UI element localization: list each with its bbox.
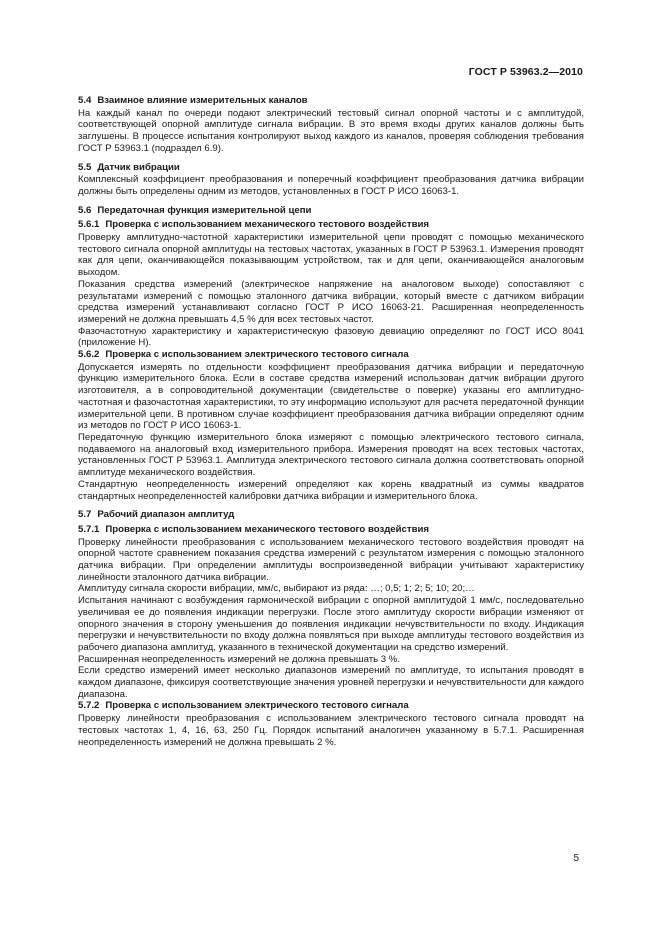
paragraph: На каждый канал по очереди подают электрический тестовый сигнал опорной частоты и с амплитудой, соответствующей опорной амплитуде сигнала вибрации. В это время входы других каналов должны быть заглушены. В процессе испытания контролируют выход каждого из каналов, проверяя соблюдения требования ГОСТ Р 53963.1 (подраздел 6.9). [78, 107, 584, 154]
section-title: Проверка с использованием механического тестового воздействия [105, 523, 429, 535]
paragraph: Проверку линейности преобразования с использованием механического тестового воздействия проводят на опорной частоте сравнением показания средства измерений с результатом измерения с помощью эталонного датчика вибрации. При определении амплитуды воспроизведенной вибрации учитывают характеристику линейности эталонного датчика вибрации. [78, 536, 584, 583]
paragraph: Проверку линейности преобразования с использованием электрического тестового сигнала проводят на тестовых частотах 1, 4, 16, 63, 250 Гц. Порядок испытаний аналогичен указанному в 5.7.1. Расширенная неопределенность измерений не должна превышать 2 %. [78, 713, 584, 748]
page-number: 5 [573, 853, 579, 864]
section-heading-5-5 [78, 162, 584, 174]
section-title: Взаимное влияние измерительных каналов [97, 95, 308, 106]
section-heading-5-7 [78, 509, 584, 521]
paragraph: Стандартную неопределенность измерений определяют как корень квадратный из суммы квадратов стандартных неопределенностей калибровки датчика вибрации и измерительного блока. [78, 478, 584, 502]
section-heading-5-6-1 [78, 219, 584, 231]
section-number: 5.6 [78, 204, 92, 216]
paragraph: Проверку амплитудно-частотной характеристики измерительной цепи проводят с помощью механического тестового сигнала опорной амплитуды на тестовых частотах, указанных в ГОСТ Р 53963.1. Измерения проводят как для цепи, оканчивающейся показывающим устройством, так и для цепи, оканчивающейся аналоговым выходом. [78, 232, 584, 279]
section-heading-5-4 [78, 95, 584, 107]
paragraph: Допускается измерять по отдельности коэффициент преобразования датчика вибрации и передаточную функцию измерительного блока. Если в составе средства измерений использован датчик вибрации другого изготовителя, а в сопроводительной документации (свидетельстве о поверке) указаны его амплитудно-частотная и фазочастотная характеристики, то эту информацию используют для расчета передаточной функции измерительной цепи. В противном случае коэффициент преобразования датчика вибрации определяют одним из методов по ГОСТ Р ИСО 16063-1. [78, 361, 584, 432]
section-title: Передаточная функция измерительной цепи [97, 204, 312, 216]
section-heading-5-7-1 [78, 524, 584, 536]
section-number: 5.5 [78, 161, 92, 173]
section-title: Рабочий диапазон амплитуд [97, 509, 235, 521]
paragraph: Расширенная неопределенность измерений не должна превышать 3 %. [78, 653, 401, 665]
section-number: 5.4 [78, 95, 92, 106]
section-title: Датчик вибрации [97, 161, 180, 173]
document-code-header: ГОСТ Р 53963.2—2010 [468, 66, 583, 78]
paragraph: Передаточную функцию измерительного блока измеряют с помощью электрического тестового сигнала, подаваемого на аналоговый вход измерительного прибора. Измерения проводят на всех тестовых частотах, установленных ГОСТ Р 53963.1. Амплитуда электрического тестового сигнала должна соответствовать опорной амплитуде механического воздействия. [78, 431, 584, 479]
paragraph: Если средство измерений имеет несколько диапазонов измерений по амплитуде, то испытания проводят в каждом диапазоне, фиксируя соответствующие значения уровней перегрузки и нечувствительности для каждого диапазона. [78, 665, 584, 700]
page-content [78, 95, 584, 748]
section-number: 5.6.2 [78, 349, 100, 361]
paragraph: Амплитуду сигнала скорости вибрации, мм/с, выбирают из ряда: …; 0,5; 1; 2; 5; 10; 20;… [78, 583, 475, 595]
section-heading-5-6-2 [78, 349, 584, 361]
section-number: 5.7.1 [78, 523, 100, 535]
section-number: 5.7 [78, 509, 92, 521]
paragraph: Фазочастотную характеристику и характеристическую фазовую девиацию определяют по ГОСТ ИСО 8041 (приложение Н). [78, 325, 584, 349]
section-heading-5-6 [78, 205, 584, 217]
section-number: 5.6.1 [78, 219, 100, 231]
section-number: 5.7.2 [78, 700, 100, 712]
paragraph: Испытания начинают с возбуждения гармонической вибрации с опорной амплитудой 1 мм/с, последовательно увеличивая ее до появления индикации перегрузки. После этого амплитуду скорости вибрации изменяют от опорного значения в сторону уменьшения до появления индикации нечувствительности по входу. Индикация перегрузки и нечувствительности по входу должна появляться при выходе амплитуды тестового воздействия из рабочего диапазона амплитуд, указанного в технической документации на средство измерений. [78, 595, 584, 653]
section-title: Проверка с использованием электрического тестового сигнала [105, 349, 409, 361]
paragraph: Комплексный коэффициент преобразования и поперечный коэффициент преобразования датчика вибрации должны быть определены одним из методов, установленных в ГОСТ Р ИСО 16063-1. [78, 174, 584, 197]
paragraph: Показания средства измерений (электрическое напряжение на аналоговом выходе) сопоставляют с результатами измерений с помощью эталонного датчика вибрации, который вместе с датчиком вибрации средства измерений устанавливают согласно ГОСТ Р ИСО 16063-21. Расширенная неопределенность измерений не должна превышать 4,5 % для всех тестовых частот. [78, 278, 584, 325]
section-heading-5-7-2 [78, 700, 584, 712]
section-title: Проверка с использованием электрического тестового сигнала [105, 700, 409, 712]
section-title: Проверка с использованием механического тестового воздействия [105, 219, 429, 231]
